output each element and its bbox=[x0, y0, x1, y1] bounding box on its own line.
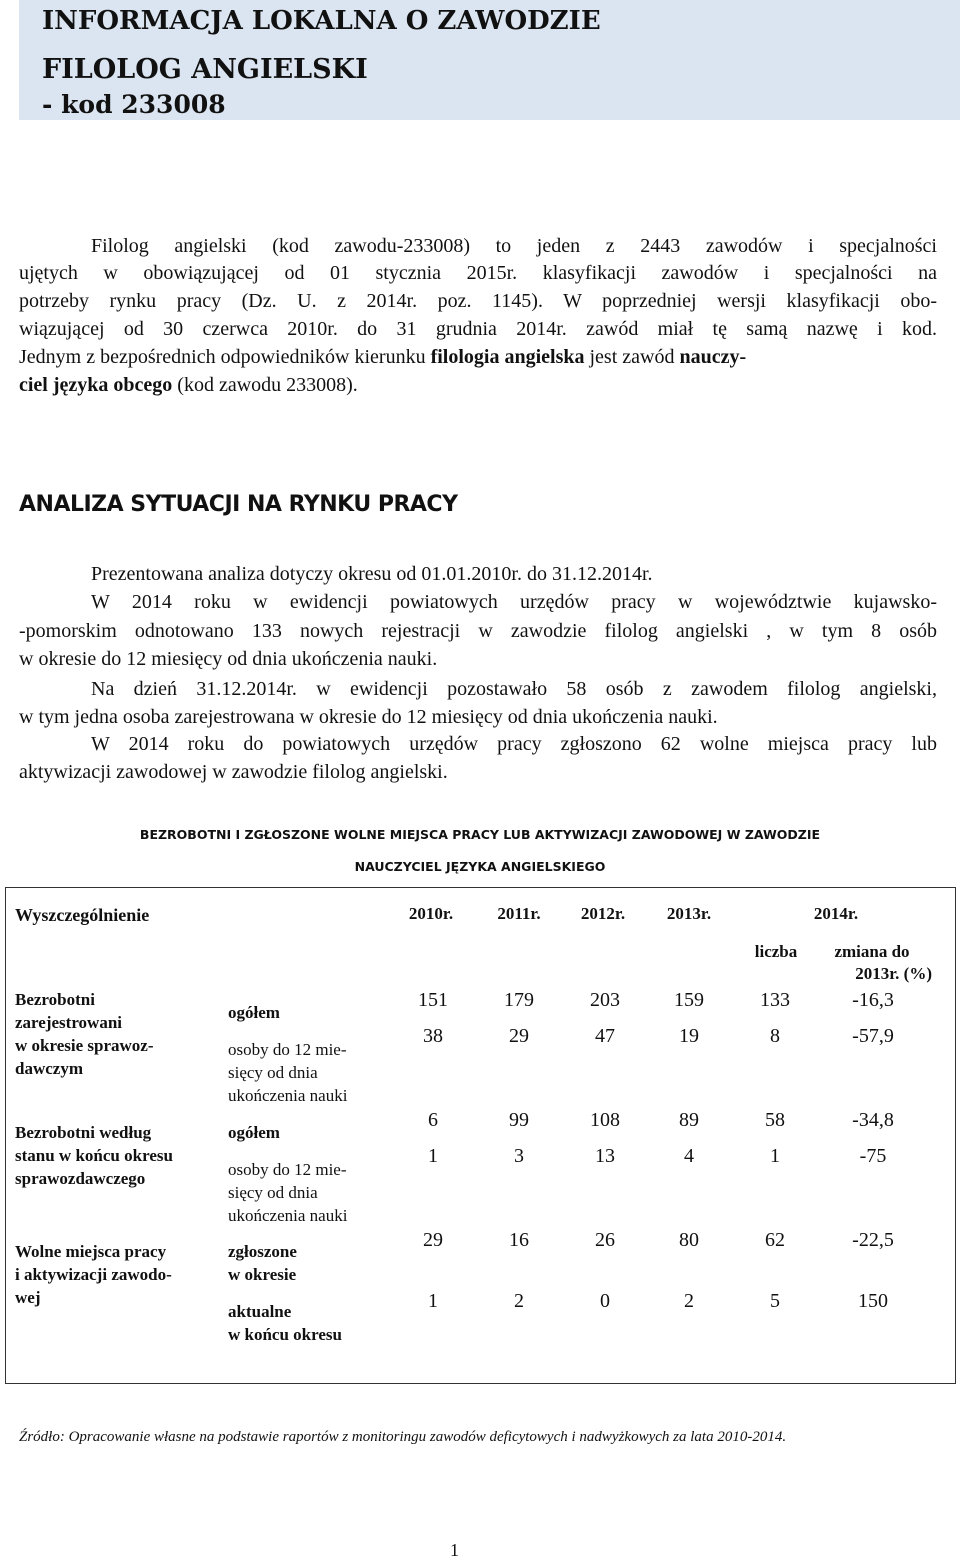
group-label-line: wej bbox=[15, 1288, 41, 1307]
table-cell: -75 bbox=[859, 1145, 887, 1167]
table-cell: 26 bbox=[595, 1229, 615, 1251]
subheader-change: 2013r. (%) bbox=[855, 964, 932, 983]
table-cell: 58 bbox=[765, 1109, 785, 1131]
analysis-line: aktywizacji zawodowej w zawodzie filolog angielski. bbox=[19, 761, 448, 783]
table-cell: 151 bbox=[418, 989, 448, 1011]
table-cell: -22,5 bbox=[852, 1229, 894, 1251]
column-header-year: 2013r. bbox=[666, 904, 712, 923]
analysis-line: w okresie do 12 miesięcy od dnia ukończenia nauki. bbox=[19, 648, 438, 670]
table-cell: 203 bbox=[590, 989, 620, 1011]
table-cell: 47 bbox=[595, 1025, 615, 1047]
row-label: ogółem bbox=[228, 1123, 280, 1142]
table-cell: 159 bbox=[674, 989, 704, 1011]
analysis-line: W 2014 roku w ewidencji powiatowych urzędów pracy w województwie kujawsko- bbox=[91, 591, 937, 613]
table-cell: 133 bbox=[760, 989, 790, 1011]
row-label-line: sięcy od dnia bbox=[228, 1183, 318, 1202]
intro-line: Filolog angielski (kod zawodu-233008) to jeden z 2443 zawodów i specjalności bbox=[91, 235, 937, 257]
intro-line bbox=[19, 344, 746, 370]
table-cell: 89 bbox=[679, 1109, 699, 1131]
table-cell: 16 bbox=[509, 1229, 529, 1251]
analysis-line: W 2014 roku do powiatowych urzędów pracy zgłoszono 62 wolne miejsca pracy lub bbox=[91, 733, 937, 755]
row-label bbox=[228, 1300, 342, 1346]
row-label-line: ukończenia nauki bbox=[228, 1086, 348, 1105]
group-label-line: sprawozdawczego bbox=[15, 1169, 146, 1188]
table-cell: 179 bbox=[504, 989, 534, 1011]
intro-line bbox=[19, 372, 358, 398]
table-cell: 38 bbox=[423, 1025, 443, 1047]
statistics-table bbox=[5, 887, 956, 1384]
table-subtitle: NAUCZYCIEL JĘZYKA ANGIELSKIEGO bbox=[354, 859, 606, 874]
intro-bold-term: ciel języka obcego bbox=[19, 374, 173, 396]
page-title: INFORMACJA LOKALNA O ZAWODZIE bbox=[42, 6, 601, 36]
row-label-line: aktualne bbox=[228, 1302, 292, 1321]
table-cell: 5 bbox=[770, 1290, 780, 1312]
analysis-line: Prezentowana analiza dotyczy okresu od 01.01.2010r. do 31.12.2014r. bbox=[91, 563, 653, 585]
group-label-line: zarejestrowani bbox=[15, 1013, 123, 1032]
subheader-count: liczba bbox=[754, 942, 798, 961]
group-label-line: stanu w końcu okresu bbox=[15, 1146, 173, 1165]
table-cell: 4 bbox=[684, 1145, 694, 1167]
group-label-line: w okresie sprawoz- bbox=[15, 1036, 154, 1055]
table-cell: 6 bbox=[428, 1109, 438, 1131]
table-cell: 80 bbox=[679, 1229, 699, 1251]
table-cell: 29 bbox=[423, 1229, 443, 1251]
intro-line: ujętych w obowiązującej od 01 stycznia 2015r. klasyfikacji zawodów i specjalności na bbox=[19, 262, 937, 284]
table-cell: 2 bbox=[684, 1290, 694, 1312]
row-label bbox=[228, 1158, 347, 1227]
occupation-title: FILOLOG ANGIELSKI bbox=[42, 54, 368, 85]
table-cell: 13 bbox=[595, 1145, 615, 1167]
table-cell: 99 bbox=[509, 1109, 529, 1131]
column-header-year: 2011r. bbox=[497, 904, 541, 923]
header-box bbox=[19, 0, 960, 120]
source-footnote: Źródło: Opracowanie własne na podstawie raportów z monitoringu zawodów deficytowych i nadwyżkowych za lata 2010-2014. bbox=[19, 1429, 787, 1445]
intro-text: jest zawód bbox=[584, 346, 680, 368]
table-cell: 1 bbox=[770, 1145, 780, 1167]
group-label-line: i aktywizacji zawodo- bbox=[15, 1265, 172, 1284]
analysis-line: Na dzień 31.12.2014r. w ewidencji pozostawało 58 osób z zawodem filolog angielski, bbox=[91, 678, 937, 700]
intro-line: potrzeby rynku pracy (Dz. U. z 2014r. poz. 1145). W poprzedniej wersji klasyfikacji obo- bbox=[19, 290, 937, 312]
table-title: BEZROBOTNI I ZGŁOSZONE WOLNE MIEJSCA PRACY LUB AKTYWIZACJI ZAWODOWEJ W ZAWODZIE bbox=[139, 827, 821, 842]
row-label-line: w końcu okresu bbox=[228, 1325, 342, 1344]
group-label-line: dawczym bbox=[15, 1059, 83, 1078]
section-heading: ANALIZA SYTUACJI NA RYNKU PRACY bbox=[19, 492, 458, 517]
row-label-line: osoby do 12 mie- bbox=[228, 1160, 347, 1179]
group-label bbox=[15, 1240, 172, 1309]
row-label-line: ukończenia nauki bbox=[228, 1206, 348, 1225]
table-cell: -57,9 bbox=[852, 1025, 894, 1047]
group-label-line: Wolne miejsca pracy bbox=[15, 1242, 167, 1261]
row-label bbox=[228, 1038, 347, 1107]
group-label bbox=[15, 1121, 173, 1190]
intro-text: (kod zawodu 233008). bbox=[172, 374, 358, 396]
table-cell: 8 bbox=[770, 1025, 780, 1047]
group-label bbox=[15, 988, 154, 1080]
table-cell: 1 bbox=[428, 1145, 438, 1167]
table-cell: 150 bbox=[858, 1290, 888, 1312]
table-cell: -34,8 bbox=[852, 1109, 894, 1131]
table-cell: 108 bbox=[590, 1109, 620, 1131]
table-cell: -16,3 bbox=[852, 989, 894, 1011]
analysis-line: w tym jedna osoba zarejestrowana w okresie do 12 miesięcy od dnia ukończenia nauki. bbox=[19, 706, 718, 728]
row-label-line: zgłoszone bbox=[228, 1242, 297, 1261]
table-cell: 19 bbox=[679, 1025, 699, 1047]
table-cell: 62 bbox=[765, 1229, 785, 1251]
intro-bold-term: nauczy- bbox=[679, 346, 747, 368]
table-cell: 0 bbox=[600, 1290, 610, 1312]
column-header-year: 2012r. bbox=[580, 904, 626, 923]
row-label-line: sięcy od dnia bbox=[228, 1063, 318, 1082]
group-label-line: Bezrobotni bbox=[15, 990, 95, 1009]
analysis-line: -pomorskim odnotowano 133 nowych rejestracji w zawodzie filolog angielski , w tym 8 osób bbox=[19, 620, 937, 642]
table-cell: 3 bbox=[514, 1145, 524, 1167]
row-label-line: w okresie bbox=[228, 1265, 297, 1284]
table-cell: 29 bbox=[509, 1025, 529, 1047]
row-label bbox=[228, 1240, 297, 1286]
page-number: 1 bbox=[450, 1540, 459, 1560]
column-header-label: Wyszczególnienie bbox=[15, 905, 150, 925]
table-cell: 1 bbox=[428, 1290, 438, 1312]
subheader-change: zmiana do bbox=[834, 942, 910, 961]
intro-bold-term: filologia angielska bbox=[430, 346, 585, 368]
table-cell: 2 bbox=[514, 1290, 524, 1312]
row-label-line: osoby do 12 mie- bbox=[228, 1040, 347, 1059]
column-header-year: 2010r. bbox=[408, 904, 454, 923]
occupation-code: - kod 233008 bbox=[42, 90, 226, 119]
intro-line: wiązującej od 30 czerwca 2010r. do 31 grudnia 2014r. zawód miał tę samą nazwę i kod. bbox=[19, 318, 937, 340]
column-header-year: 2014r. bbox=[813, 904, 859, 923]
intro-text: Jednym z bezpośrednich odpowiedników kierunku bbox=[19, 346, 431, 368]
row-label: ogółem bbox=[228, 1003, 280, 1022]
group-label-line: Bezrobotni według bbox=[15, 1123, 152, 1142]
